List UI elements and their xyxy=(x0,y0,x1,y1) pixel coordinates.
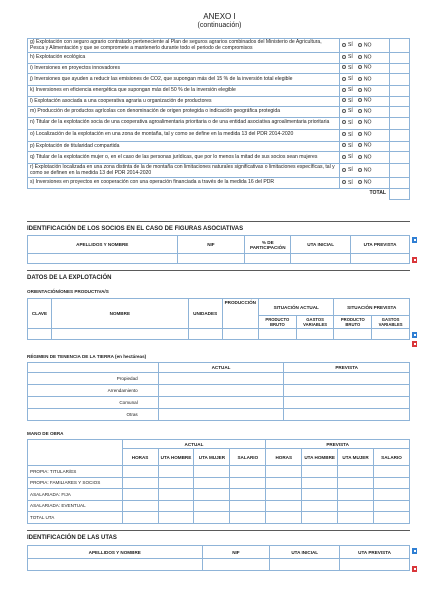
criteria-label: l) Explotación asociada a una cooperativa agraria u organización de productores xyxy=(28,96,340,107)
col-mano-2: UTA MUJER xyxy=(338,449,374,466)
criteria-options xyxy=(340,178,390,189)
page-subtitle: (continuación) xyxy=(197,22,242,29)
criteria-label: r) Explotación localizada en una zona distinta de la de montaña con limitaciones naturales significativas o limitaciones específicas, tal y como se definen en la medida 13 del PDR 2014-2020 xyxy=(28,164,340,178)
socio-uta-inicial-input[interactable] xyxy=(291,254,351,264)
socio-participacion-input[interactable] xyxy=(245,254,291,264)
add-row-icon[interactable] xyxy=(412,237,417,243)
yes-label: SÍ xyxy=(348,119,353,126)
radio-icon[interactable] xyxy=(342,98,346,102)
criteria-score-field[interactable] xyxy=(390,39,410,53)
mano-input[interactable] xyxy=(302,489,338,501)
mano-row-label: PROPIA: TITULAR/ES xyxy=(28,466,123,478)
radio-icon[interactable] xyxy=(342,109,346,113)
criteria-options xyxy=(340,107,390,118)
criteria-options xyxy=(340,141,390,152)
page-title: ANEXO I xyxy=(203,12,236,21)
yes-label: SÍ xyxy=(348,97,353,104)
criteria-options xyxy=(340,86,390,97)
utas-title: IDENTIFICACIÓN DE LAS UTAS xyxy=(27,535,117,541)
unidades-input[interactable] xyxy=(188,329,222,340)
radio-icon[interactable] xyxy=(358,109,362,113)
uta-nif-input[interactable] xyxy=(202,559,270,571)
criteria-options xyxy=(340,63,390,74)
uta-apellidos-input[interactable] xyxy=(28,559,203,571)
radio-icon[interactable] xyxy=(342,77,346,81)
criteria-score-field[interactable] xyxy=(390,107,410,118)
no-label: NO xyxy=(363,108,372,115)
mano-input[interactable] xyxy=(338,512,374,524)
mano-input[interactable] xyxy=(374,466,410,478)
mano-input[interactable] xyxy=(266,489,302,501)
criteria-score-field[interactable] xyxy=(390,74,410,86)
mano-input[interactable] xyxy=(302,512,338,524)
tenencia-prevista-input[interactable] xyxy=(284,397,410,409)
criteria-row xyxy=(28,74,410,86)
criteria-score-field[interactable] xyxy=(390,117,410,129)
col-actual: ACTUAL xyxy=(158,363,284,373)
radio-icon[interactable] xyxy=(358,98,362,102)
radio-icon[interactable] xyxy=(358,65,362,69)
radio-icon[interactable] xyxy=(358,88,362,92)
add-row-icon[interactable] xyxy=(412,548,417,554)
mano-input[interactable] xyxy=(266,477,302,489)
tenencia-prevista-input[interactable] xyxy=(284,409,410,421)
mano-row xyxy=(28,477,410,489)
mano-input[interactable] xyxy=(230,512,266,524)
mano-input[interactable] xyxy=(338,477,374,489)
criteria-score-field[interactable] xyxy=(390,164,410,178)
col-mano-3: SALARIO xyxy=(374,449,410,466)
radio-icon[interactable] xyxy=(342,180,346,184)
radio-icon[interactable] xyxy=(342,168,346,172)
mano-input[interactable] xyxy=(158,466,194,478)
no-label: NO xyxy=(363,54,372,61)
mano-input[interactable] xyxy=(122,477,158,489)
mano-input[interactable] xyxy=(266,500,302,512)
radio-icon[interactable] xyxy=(358,77,362,81)
yes-label: SÍ xyxy=(348,179,353,186)
tenencia-row-label: Comunal xyxy=(28,397,159,409)
divider xyxy=(27,221,410,222)
criteria-score-field[interactable] xyxy=(390,152,410,164)
no-label: NO xyxy=(363,179,372,186)
radio-icon[interactable] xyxy=(358,43,362,47)
remove-row-icon[interactable] xyxy=(412,566,417,572)
mano-table xyxy=(27,439,410,524)
criteria-label: k) Inversiones en eficiencia energética que supongan más del 50 % de la inversión elegible xyxy=(28,86,340,97)
pb-prevista-input[interactable] xyxy=(334,329,372,340)
no-label: NO xyxy=(363,41,372,48)
mano-input[interactable] xyxy=(158,500,194,512)
col-uta-prevista: UTA PREVISTA xyxy=(340,546,410,559)
criteria-row xyxy=(28,53,410,64)
yes-label: SÍ xyxy=(348,54,353,61)
divider xyxy=(27,270,410,271)
mano-input[interactable] xyxy=(302,466,338,478)
radio-icon[interactable] xyxy=(358,132,362,136)
total-label: TOTAL xyxy=(369,190,386,197)
mano-input[interactable] xyxy=(230,466,266,478)
yes-label: SÍ xyxy=(348,108,353,115)
mano-row-label: TOTAL UTA xyxy=(28,512,123,524)
col-mano-1: UTA HOMBRE xyxy=(302,449,338,466)
radio-icon[interactable] xyxy=(342,155,346,159)
radio-icon[interactable] xyxy=(342,132,346,136)
tenencia-row-label: Propiedad xyxy=(28,373,159,385)
criteria-row xyxy=(28,39,410,53)
criteria-options xyxy=(340,39,390,53)
criteria-row xyxy=(28,96,410,107)
criteria-options xyxy=(340,117,390,129)
mano-row-label: ASALARIADA: EVENTUAL xyxy=(28,500,123,512)
col-producto-bruto: PRODUCTO BRUTO xyxy=(258,316,296,329)
col-clave: CLAVE xyxy=(28,299,52,329)
col-sit-actual: SITUACIÓN ACTUAL xyxy=(258,299,333,316)
mano-input[interactable] xyxy=(194,512,230,524)
criteria-row xyxy=(28,86,410,97)
radio-icon[interactable] xyxy=(358,55,362,59)
col-producto-bruto: PRODUCTO BRUTO xyxy=(334,316,372,329)
criteria-label: m) Producción de productos agrícolas con denominación de origen protegida o indicación geográfica protegida xyxy=(28,107,340,118)
col-participacion: % DE PARTICIPACIÓN xyxy=(245,236,291,254)
criteria-label: q) Titular de la explotación mujer o, en el caso de las personas jurídicas, que por lo menos la mitad de sus socios sean mujeres xyxy=(28,152,340,164)
produccion-input[interactable] xyxy=(222,329,258,340)
mano-input[interactable] xyxy=(374,489,410,501)
col-mano-0: HORAS xyxy=(266,449,302,466)
yes-label: SÍ xyxy=(348,167,353,174)
mano-input[interactable] xyxy=(338,489,374,501)
criteria-score-field[interactable] xyxy=(390,53,410,64)
divider xyxy=(27,530,410,531)
no-label: NO xyxy=(363,142,372,149)
mano-input[interactable] xyxy=(122,466,158,478)
col-uta-prevista: UTA PREVISTA xyxy=(351,236,410,254)
criteria-options xyxy=(340,129,390,141)
mano-input[interactable] xyxy=(194,489,230,501)
tenencia-table xyxy=(27,362,410,421)
no-label: NO xyxy=(363,87,372,94)
gv-actual-input[interactable] xyxy=(296,329,334,340)
mano-input[interactable] xyxy=(230,489,266,501)
criteria-row xyxy=(28,164,410,178)
mano-input[interactable] xyxy=(194,477,230,489)
remove-row-icon[interactable] xyxy=(412,341,417,347)
mano-input[interactable] xyxy=(266,466,302,478)
criteria-score-field[interactable] xyxy=(390,129,410,141)
criteria-options xyxy=(340,164,390,178)
mano-input[interactable] xyxy=(158,477,194,489)
col-mano-2: UTA MUJER xyxy=(194,449,230,466)
radio-icon[interactable] xyxy=(342,65,346,69)
radio-icon[interactable] xyxy=(358,143,362,147)
no-label: NO xyxy=(363,97,372,104)
socios-table xyxy=(27,235,410,264)
datos-title: DATOS DE LA EXPLOTACIÓN xyxy=(27,275,112,281)
criteria-label: o) Localización de la explotación en una zona de montaña, tal y como se define en la medida 13 del PDR 2014-2020 xyxy=(28,129,340,141)
criteria-label: h) Explotación ecológica xyxy=(28,53,340,64)
col-apellidos: APELLIDOS Y NOMBRE xyxy=(28,236,178,254)
radio-icon[interactable] xyxy=(342,55,346,59)
page-header xyxy=(0,12,439,30)
no-label: NO xyxy=(363,131,372,138)
criteria-score-field[interactable] xyxy=(390,178,410,189)
tenencia-actual-input[interactable] xyxy=(158,385,284,397)
tenencia-prevista-input[interactable] xyxy=(284,385,410,397)
no-label: NO xyxy=(363,154,372,161)
mano-row xyxy=(28,500,410,512)
mano-row-label: ASALARIADA: FIJA xyxy=(28,489,123,501)
total-field[interactable] xyxy=(390,188,410,199)
mano-input[interactable] xyxy=(302,477,338,489)
mano-title: MANO DE OBRA xyxy=(27,431,64,436)
clave-input[interactable] xyxy=(28,329,52,340)
criteria-label: n) Titular de la explotación socia de una cooperativa agroalimentaria prioritaria o de una entidad asociativa agroalimentaria prioritaria xyxy=(28,117,340,129)
criteria-options xyxy=(340,74,390,86)
criteria-options xyxy=(340,96,390,107)
socio-apellidos-input[interactable] xyxy=(28,254,178,264)
radio-icon[interactable] xyxy=(358,168,362,172)
radio-icon[interactable] xyxy=(342,88,346,92)
utas-table xyxy=(27,545,410,571)
socio-uta-prevista-input[interactable] xyxy=(351,254,410,264)
col-gastos-variables: GASTOS VARIABLES xyxy=(372,316,410,329)
col-unidades: UNIDADES xyxy=(188,299,222,329)
criteria-row xyxy=(28,178,410,189)
criteria-score-field[interactable] xyxy=(390,86,410,97)
yes-label: SÍ xyxy=(348,64,353,71)
yes-label: SÍ xyxy=(348,41,353,48)
uta-prevista-input[interactable] xyxy=(340,559,410,571)
col-mano-3: SALARIO xyxy=(230,449,266,466)
radio-icon[interactable] xyxy=(342,120,346,124)
yes-label: SÍ xyxy=(348,154,353,161)
criteria-row xyxy=(28,63,410,74)
criteria-score-field[interactable] xyxy=(390,63,410,74)
mano-input[interactable] xyxy=(338,466,374,478)
criteria-table xyxy=(27,38,410,200)
pb-actual-input[interactable] xyxy=(258,329,296,340)
no-label: NO xyxy=(363,64,372,71)
criteria-label: i) Inversiones en proyectos innovadores xyxy=(28,63,340,74)
mano-input[interactable] xyxy=(158,512,194,524)
radio-icon[interactable] xyxy=(358,180,362,184)
mano-input[interactable] xyxy=(266,512,302,524)
socios-title: IDENTIFICACIÓN DE LOS SOCIOS EN EL CASO DE FIGURAS ASOCIATIVAS xyxy=(27,226,244,232)
nombre-input[interactable] xyxy=(51,329,188,340)
orient-table xyxy=(27,298,410,340)
mano-input[interactable] xyxy=(194,466,230,478)
criteria-row xyxy=(28,152,410,164)
col-prevista: PREVISTA xyxy=(284,363,410,373)
criteria-row xyxy=(28,107,410,118)
tenencia-prevista-input[interactable] xyxy=(284,373,410,385)
tenencia-title: RÉGIMEN DE TENENCIA DE LA TIERRA (en hectáreas) xyxy=(27,354,147,359)
criteria-score-field[interactable] xyxy=(390,141,410,152)
yes-label: SÍ xyxy=(348,131,353,138)
tenencia-actual-input[interactable] xyxy=(158,409,284,421)
remove-row-icon[interactable] xyxy=(412,257,417,263)
col-uta-inicial: UTA INICIAL xyxy=(270,546,340,559)
tenencia-row-label: Otras xyxy=(28,409,159,421)
criteria-label: p) Explotación de titularidad compartida xyxy=(28,141,340,152)
radio-icon[interactable] xyxy=(358,120,362,124)
col-sit-prevista: SITUACIÓN PREVISTA xyxy=(334,299,410,316)
criteria-score-field[interactable] xyxy=(390,96,410,107)
socio-nif-input[interactable] xyxy=(177,254,245,264)
yes-label: SÍ xyxy=(348,76,353,83)
uta-inicial-input[interactable] xyxy=(270,559,340,571)
radio-icon[interactable] xyxy=(342,143,346,147)
criteria-label: j) Inversiones que ayuden a reducir las emisiones de CO2, que supongan más del 15 % de la inversión total elegible xyxy=(28,74,340,86)
criteria-row xyxy=(28,141,410,152)
mano-input[interactable] xyxy=(230,500,266,512)
no-label: NO xyxy=(363,119,372,126)
radio-icon[interactable] xyxy=(342,43,346,47)
mano-input[interactable] xyxy=(158,489,194,501)
mano-input[interactable] xyxy=(374,477,410,489)
gv-prevista-input[interactable] xyxy=(372,329,410,340)
criteria-row xyxy=(28,117,410,129)
col-apellidos: APELLIDOS Y NOMBRE xyxy=(28,546,203,559)
yes-label: SÍ xyxy=(348,87,353,94)
tenencia-actual-input[interactable] xyxy=(158,373,284,385)
no-label: NO xyxy=(363,76,372,83)
col-nombre: NOMBRE xyxy=(51,299,188,329)
col-produccion: PRODUCCIÓN xyxy=(222,299,258,329)
yes-label: SÍ xyxy=(348,142,353,149)
col-nif: NIF xyxy=(202,546,270,559)
criteria-label: g) Explotación con seguro agrario contratado perteneciente al Plan de seguros agrarios combinados del Ministerio de Agricultura, Pesca y Alimentación y que se compromete a mantenerlo durante todo el periodo de compromisos xyxy=(28,39,340,53)
tenencia-actual-input[interactable] xyxy=(158,397,284,409)
mano-input[interactable] xyxy=(374,512,410,524)
col-mano-1: UTA HOMBRE xyxy=(158,449,194,466)
mano-input[interactable] xyxy=(194,500,230,512)
radio-icon[interactable] xyxy=(358,155,362,159)
group-prevista: PREVISTA xyxy=(266,440,410,449)
no-label: NO xyxy=(363,167,372,174)
criteria-options xyxy=(340,152,390,164)
orient-title: ORIENTACIÓN/ONES PRODUCTIVA/S xyxy=(27,289,109,294)
mano-input[interactable] xyxy=(122,512,158,524)
mano-input[interactable] xyxy=(374,500,410,512)
mano-input[interactable] xyxy=(122,500,158,512)
col-nif: NIF xyxy=(177,236,245,254)
criteria-label: s) Inversiones en proyectos en cooperación con una operación financiada a través de la medida 16 del PDR xyxy=(28,178,340,189)
col-mano-0: HORAS xyxy=(122,449,158,466)
group-actual: ACTUAL xyxy=(122,440,266,449)
mano-row xyxy=(28,489,410,501)
col-uta-inicial: UTA INICIAL xyxy=(291,236,351,254)
mano-input[interactable] xyxy=(302,500,338,512)
mano-row xyxy=(28,466,410,478)
col-gastos-variables: GASTOS VARIABLES xyxy=(296,316,334,329)
mano-row-label: PROPIA: FAMILIARES Y SOCIOS xyxy=(28,477,123,489)
criteria-row xyxy=(28,129,410,141)
criteria-options xyxy=(340,53,390,64)
mano-input[interactable] xyxy=(122,489,158,501)
mano-input[interactable] xyxy=(338,500,374,512)
mano-row xyxy=(28,512,410,524)
mano-input[interactable] xyxy=(230,477,266,489)
add-row-icon[interactable] xyxy=(412,332,417,338)
tenencia-row-label: Arrendamiento xyxy=(28,385,159,397)
criteria-total-row xyxy=(28,188,410,199)
